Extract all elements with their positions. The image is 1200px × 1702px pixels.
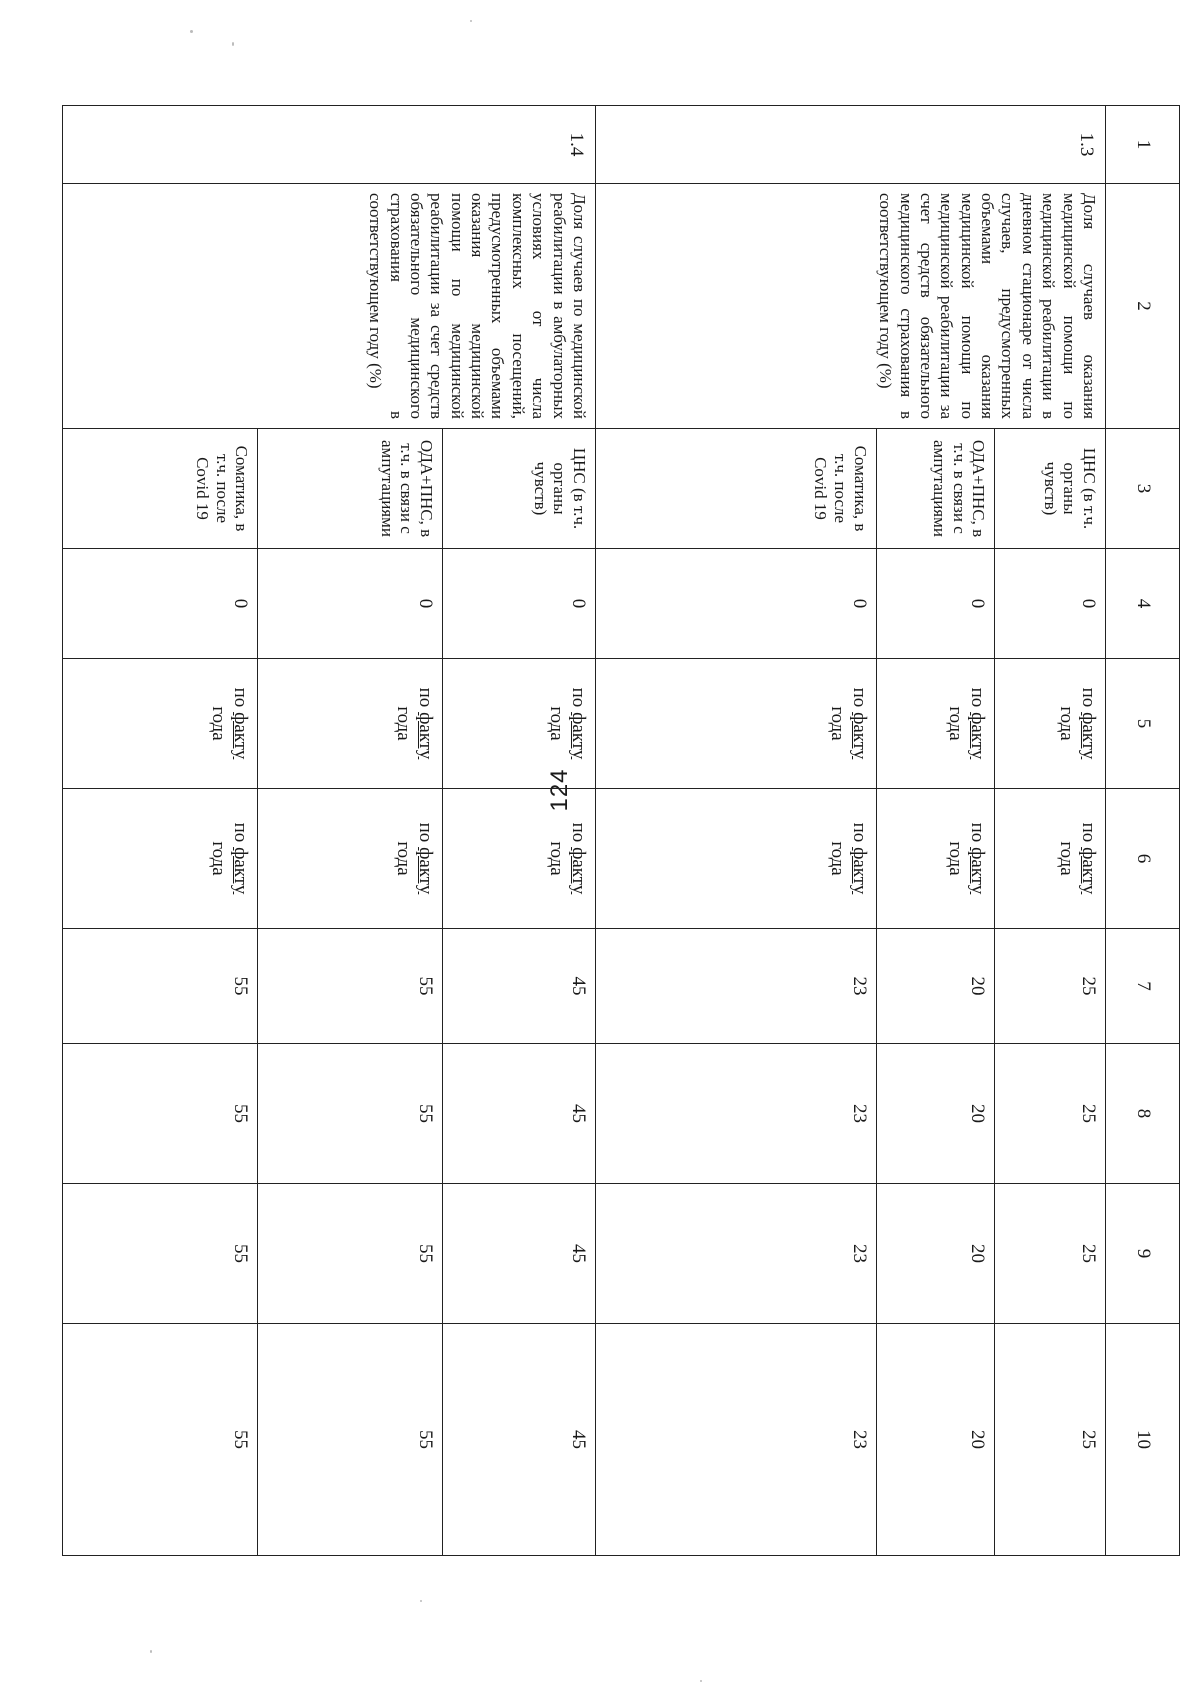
period-year: года	[393, 706, 415, 741]
period-prefix: по	[1078, 822, 1100, 843]
period-prefix: по	[967, 822, 989, 843]
value-cell: 0	[258, 549, 443, 659]
category-cell: ЦНС (в т.ч. органы чувств)	[995, 429, 1106, 549]
period-cell	[876, 789, 995, 929]
header-cell: 3	[1106, 429, 1180, 549]
scan-speck	[700, 1680, 702, 1682]
header-cell: 2	[1106, 184, 1180, 429]
header-cell: 6	[1106, 789, 1180, 929]
rotated-table-container	[62, 105, 1180, 1555]
value-cell: 45	[443, 1044, 596, 1184]
header-cell: 8	[1106, 1044, 1180, 1184]
value-cell: 23	[596, 1324, 877, 1556]
period-prefix: по	[568, 687, 590, 708]
header-cell: 5	[1106, 659, 1180, 789]
period-prefix: по	[1078, 687, 1100, 708]
scan-speck	[420, 1600, 422, 1602]
value-cell: 23	[596, 1044, 877, 1184]
header-cell: 7	[1106, 929, 1180, 1044]
period-cell	[995, 789, 1106, 929]
value-cell: 0	[596, 549, 877, 659]
period-prefix: по	[415, 687, 437, 708]
period-fact: факту	[568, 847, 590, 895]
value-cell: 55	[258, 1044, 443, 1184]
category-cell: ОДА+ПНС, в т.ч. в связи с ампутациями	[258, 429, 443, 549]
period-year: года	[945, 706, 967, 741]
header-cell: 10	[1106, 1324, 1180, 1556]
value-cell: 0	[63, 549, 258, 659]
header-row	[1106, 106, 1180, 1556]
value-cell: 20	[876, 1184, 995, 1324]
value-cell: 55	[258, 1184, 443, 1324]
value-cell: 55	[258, 929, 443, 1044]
period-year: года	[546, 706, 568, 741]
value-cell: 55	[63, 1324, 258, 1556]
period-cell	[63, 659, 258, 789]
value-cell: 23	[596, 929, 877, 1044]
scan-speck	[150, 1650, 152, 1653]
value-cell: 55	[63, 929, 258, 1044]
row-description: Доля случаев по медицинской реабилитации в амбулаторных условиях от числа комплексных посещений, предусмотренных объемами оказания медицинской помощи по медицинской реабилитации за счет средств обязательного медицинского страхования в соответствующем году (%)	[63, 184, 596, 429]
scan-speck	[232, 42, 234, 46]
scan-speck	[190, 30, 193, 33]
period-prefix: по	[415, 822, 437, 843]
period-cell	[63, 789, 258, 929]
row-id: 1.4	[63, 106, 596, 184]
row-id: 1.3	[596, 106, 1106, 184]
period-prefix: по	[848, 687, 870, 708]
period-year: года	[826, 841, 848, 876]
period-fact: факту	[415, 847, 437, 895]
period-fact: факту	[848, 712, 870, 760]
value-cell: 45	[443, 1324, 596, 1556]
period-fact: факту	[415, 712, 437, 760]
period-year: года	[208, 841, 230, 876]
period-cell	[443, 659, 596, 789]
table-row	[443, 106, 596, 1556]
period-fact: факту	[967, 712, 989, 760]
value-cell: 25	[995, 1184, 1106, 1324]
page-number: 124	[546, 768, 573, 812]
period-prefix: по	[230, 687, 252, 708]
value-cell: 55	[63, 1184, 258, 1324]
category-cell: ЦНС (в т.ч. органы чувств)	[443, 429, 596, 549]
period-prefix: по	[568, 822, 590, 843]
period-fact: факту	[848, 847, 870, 895]
category-cell: ОДА+ПНС, в т.ч. в связи с ампутациями	[876, 429, 995, 549]
period-year: года	[1056, 706, 1078, 741]
value-cell: 25	[995, 1324, 1106, 1556]
period-year: года	[208, 706, 230, 741]
value-cell: 55	[258, 1324, 443, 1556]
category-cell: Соматика, в т.ч. после Covid 19	[596, 429, 877, 549]
period-cell	[443, 789, 596, 929]
period-fact: факту	[967, 847, 989, 895]
value-cell: 0	[443, 549, 596, 659]
value-cell: 45	[443, 1184, 596, 1324]
period-fact: факту	[230, 847, 252, 895]
period-prefix: по	[230, 822, 252, 843]
header-cell: 1	[1106, 106, 1180, 184]
scan-speck	[470, 20, 472, 22]
category-cell: Соматика, в т.ч. после Covid 19	[63, 429, 258, 549]
period-fact: факту	[568, 712, 590, 760]
period-year: года	[945, 841, 967, 876]
period-prefix: по	[848, 822, 870, 843]
header-cell: 9	[1106, 1184, 1180, 1324]
value-cell: 55	[63, 1044, 258, 1184]
period-prefix: по	[967, 687, 989, 708]
value-cell: 20	[876, 1044, 995, 1184]
value-cell: 25	[995, 1044, 1106, 1184]
period-cell	[258, 789, 443, 929]
period-cell	[876, 659, 995, 789]
indicator-table	[62, 105, 1180, 1556]
value-cell: 0	[995, 549, 1106, 659]
period-cell	[258, 659, 443, 789]
value-cell: 25	[995, 929, 1106, 1044]
value-cell: 23	[596, 1184, 877, 1324]
row-description: Доля случаев оказания медицинской помощи по медицинской реабилитации в дневном стационаре от числа случаев, предусмотренных объемами оказания медицинской помощи по медицинской реабилитации за счет средств обязательного медицинского страхования в соответствующем году (%)	[596, 184, 1106, 429]
period-fact: факту	[230, 712, 252, 760]
period-cell	[995, 659, 1106, 789]
value-cell: 20	[876, 929, 995, 1044]
period-year: года	[1056, 841, 1078, 876]
period-year: года	[546, 841, 568, 876]
header-cell: 4	[1106, 549, 1180, 659]
table-row	[995, 106, 1106, 1556]
period-fact: факту	[1078, 712, 1100, 760]
value-cell: 45	[443, 929, 596, 1044]
value-cell: 0	[876, 549, 995, 659]
period-fact: факту	[1078, 847, 1100, 895]
period-year: года	[393, 841, 415, 876]
period-cell	[596, 659, 877, 789]
period-year: года	[826, 706, 848, 741]
period-cell	[596, 789, 877, 929]
value-cell: 20	[876, 1324, 995, 1556]
